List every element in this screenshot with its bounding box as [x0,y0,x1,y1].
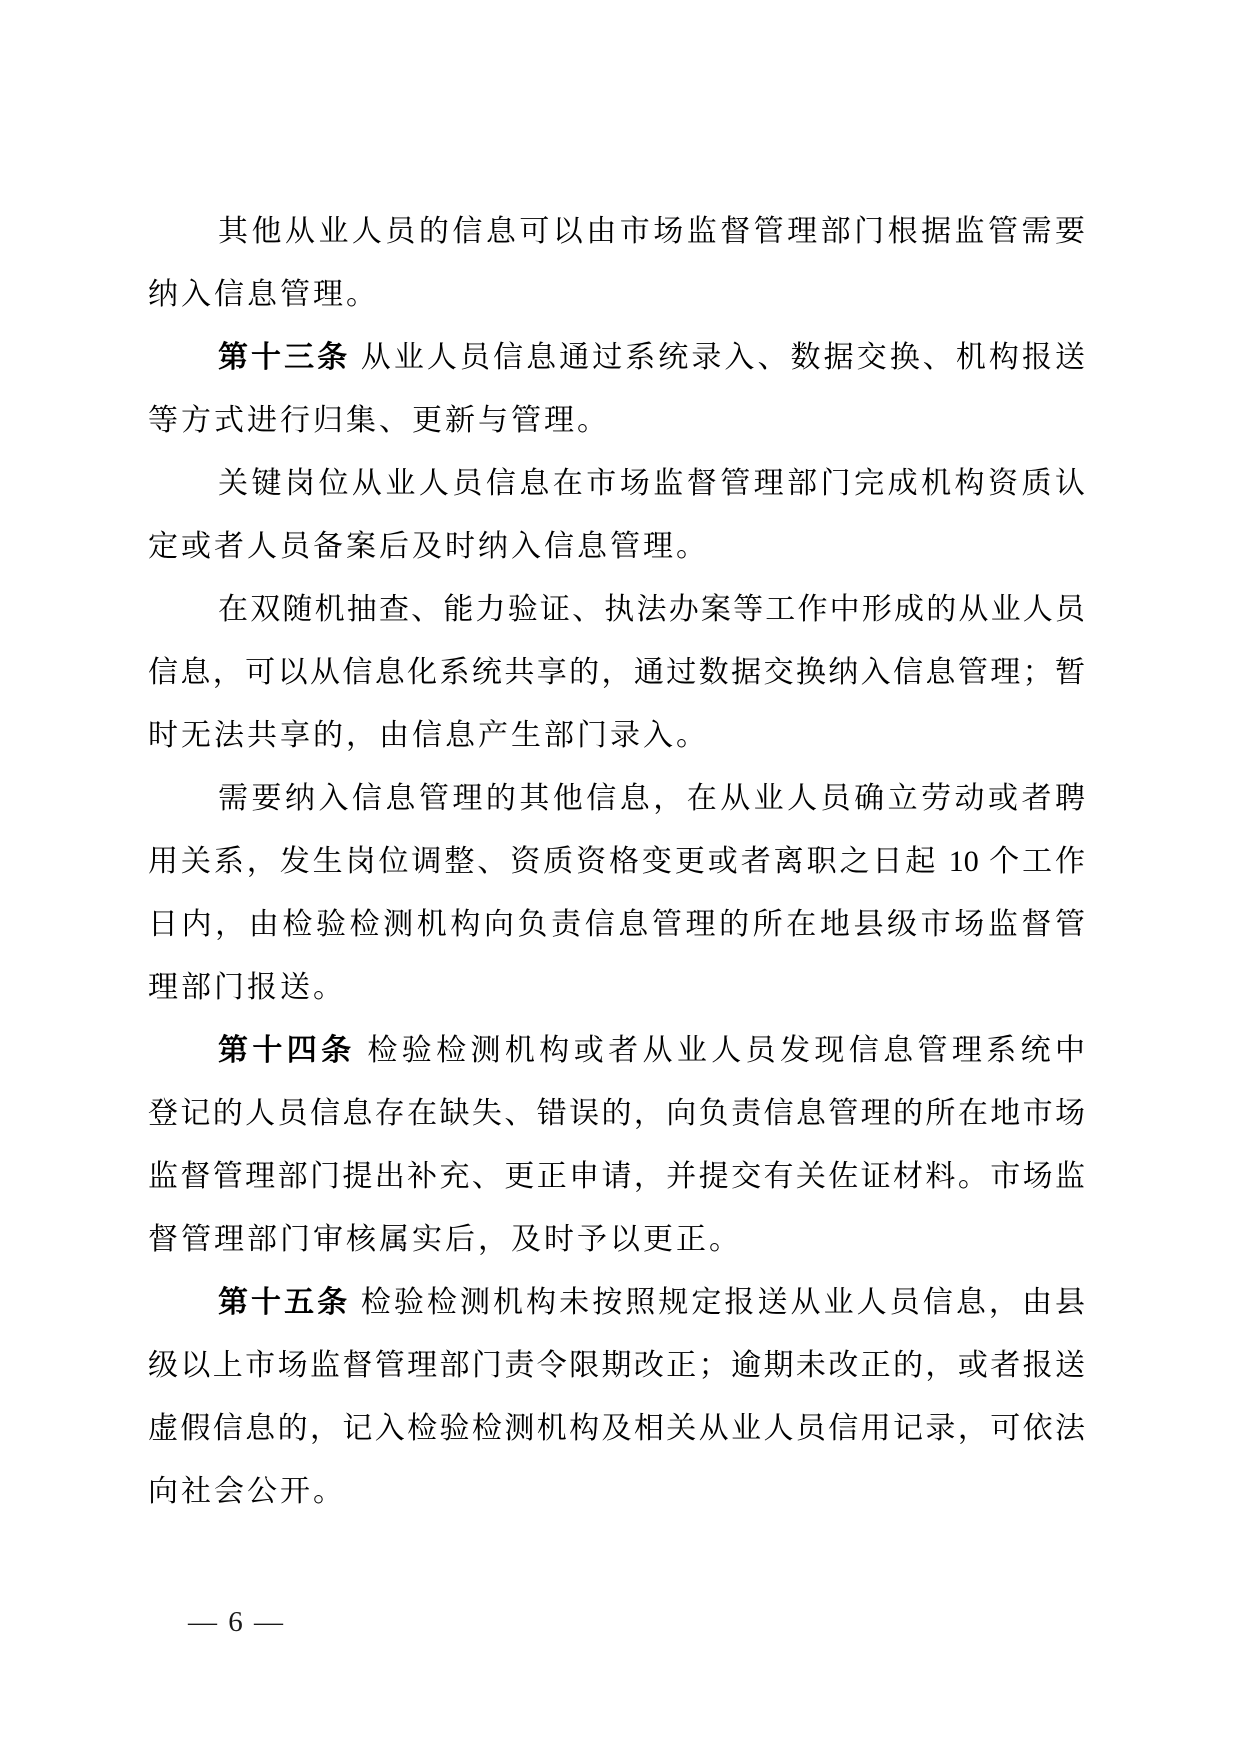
text-line [148,1271,1085,1334]
line-text: 纳入信息管理。 [148,278,379,311]
line-text: 时无法共享的，由信息产生部门录入。 [148,719,709,752]
line-text: 理部门报送。 [148,971,346,1004]
line-text: 在双随机抽查、能力验证、执法办案等工作中形成的从业人员 [218,593,1085,626]
line-text: 级以上市场监督管理部门责令限期改正；逾期未改正的，或者报送 [148,1349,1085,1382]
article-number: 第十三条 [218,341,351,374]
text-line [148,1460,1085,1523]
text-line [148,956,1085,1019]
text-line [148,1334,1085,1397]
text-line [148,578,1085,641]
line-text: 关键岗位从业人员信息在市场监督管理部门完成机构资质认 [218,467,1085,500]
text-line [148,389,1085,452]
text-line [148,263,1085,326]
text-line [148,326,1085,389]
line-text: 督管理部门审核属实后，及时予以更正。 [148,1223,742,1256]
line-text: 登记的人员信息存在缺失、错误的，向负责信息管理的所在地市场 [148,1097,1085,1130]
text-line [148,1082,1085,1145]
page-number: — 6 — [188,1606,285,1638]
line-text: 虚假信息的，记入检验检测机构及相关从业人员信用记录，可依法 [148,1412,1085,1445]
article-number: 第十四条 [218,1034,356,1067]
line-text: 监督管理部门提出补充、更正申请，并提交有关佐证材料。市场监 [148,1160,1085,1193]
article-number: 第十五条 [218,1286,351,1319]
text-line [148,641,1085,704]
line-text: 信息，可以从信息化系统共享的，通过数据交换纳入信息管理；暂 [148,656,1085,689]
text-line [148,830,1085,893]
text-line [148,1208,1085,1271]
line-text: 定或者人员备案后及时纳入信息管理。 [148,530,709,563]
line-text: 其他从业人员的信息可以由市场监督管理部门根据监管需要 [218,215,1085,248]
text-line [148,1019,1085,1082]
document-body [148,200,1085,1523]
line-text: 需要纳入信息管理的其他信息，在从业人员确立劳动或者聘 [218,782,1085,815]
line-text: 从业人员信息通过系统录入、数据交换、机构报送 [350,341,1085,374]
text-line [148,704,1085,767]
text-line [148,893,1085,956]
text-line [148,767,1085,830]
line-text: 向社会公开。 [148,1475,346,1508]
text-line [148,1397,1085,1460]
line-text: 检验检测机构未按照规定报送从业人员信息，由县 [350,1286,1085,1319]
text-line [148,515,1085,578]
text-line [148,200,1085,263]
line-text: 等方式进行归集、更新与管理。 [148,404,610,437]
line-text: 检验检测机构或者从业人员发现信息管理系统中 [355,1034,1085,1067]
text-line [148,452,1085,515]
line-text: 用关系，发生岗位调整、资质资格变更或者离职之日起 10 个工作 [148,845,1085,878]
line-text: 日内，由检验检测机构向负责信息管理的所在地县级市场监督管 [148,908,1085,941]
text-line [148,1145,1085,1208]
